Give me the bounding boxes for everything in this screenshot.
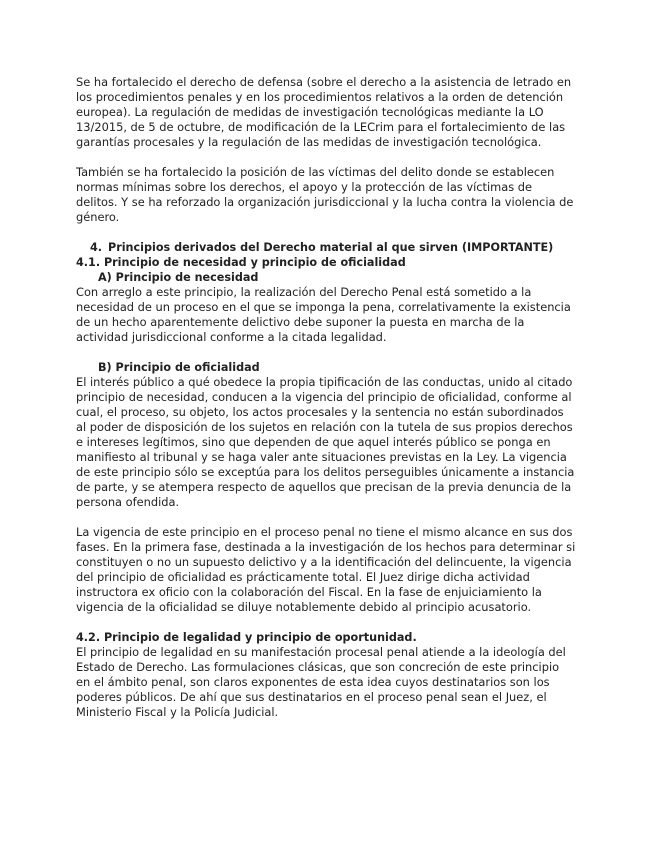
- subsection-b-heading: B) Principio de oficialidad: [98, 361, 260, 374]
- subsection-b-text-1: El interés público a qué obedece la propia tipificación de las conductas, unido al citado principio de necesidad, conducen a la vigencia del principio de oficialidad, conforme al cual, el proceso, su objeto, los actos procesales y la sentencia no están subordinados al poder de disposición de los sujetos en relación con la tutela de sus propios derechos e intereses legítimos, sino que dependen de que aquel interés público se ponga en manifiesto al tribunal y se haga valer ante situaciones previstas en la Ley. La vigencia de este principio sólo se exceptúa para los delitos perseguibles únicamente a instancia de parte, y se atempera respecto de aquellos que precisan de la previa denuncia de la persona ofendida.: [76, 375, 575, 509]
- section-4-number: 4.: [90, 241, 103, 254]
- section-4-title: Principios derivados del Derecho material al que sirven (IMPORTANTE): [108, 241, 554, 254]
- paragraph-derecho-defensa: Se ha fortalecido el derecho de defensa (sobre el derecho a la asistencia de letrado en los procedimientos penales y en los procedimientos relativos a la orden de detención europea). La regulación de medidas de investigación tecnológicas mediante la LO 13/2015, de 5 de octubre, de modificación de la LECrim para el fortalecimiento de las garantías procesales y la regulación de las medidas de investigación tecnológica.: [76, 75, 572, 149]
- subsection-b-text-2: La vigencia de este principio en el proceso penal no tiene el mismo alcance en sus dos fases. En la primera fase, destinada a la investigación de los hechos para determinar si constituyen o no un supuesto delictivo y a la identificación del delincuente, la vigencia del principio de oficialidad es prácticamente total. El Juez dirige dicha actividad instructora ex oficio con la colaboración del Fiscal. En la fase de enjuiciamiento la vigencia de la oficialidad se diluye notablemente debido al principio acusatorio.: [76, 525, 576, 614]
- subsection-a-heading: A) Principio de necesidad: [98, 271, 259, 284]
- subsection-a-text: Con arreglo a este principio, la realización del Derecho Penal está sometido a la necesidad de un proceso en el que se imponga la pena, correlativamente la existencia de un hecho aparentemente delictivo debe suponer la puesta en marcha de la actividad jurisdiccional conforme a la citada legalidad.: [76, 285, 571, 344]
- section-4-heading: [76, 240, 576, 255]
- section-4-1-heading: 4.1. Principio de necesidad y principio de oficialidad: [76, 256, 406, 269]
- paragraph-victimas: También se ha fortalecido la posición de las víctimas del delito donde se establecen normas mínimas sobre los derechos, el apoyo y la protección de las víctimas de delitos. Y se ha reforzado la organización jurisdiccional y la lucha contra la violencia de género.: [76, 165, 574, 224]
- section-4-2-heading: 4.2. Principio de legalidad y principio de oportunidad.: [76, 631, 417, 644]
- section-4-2-text: El principio de legalidad en su manifestación procesal penal atiende a la ideología del Estado de Derecho. Las formulaciones clásicas, que son concreción de este principio en el ámbito penal, son claros exponentes de esta idea cuyos destinatarios son los poderes públicos. De ahí que sus destinatarios en el proceso penal sean el Juez, el Ministerio Fiscal y la Policía Judicial.: [76, 645, 566, 719]
- document-page: [76, 75, 576, 720]
